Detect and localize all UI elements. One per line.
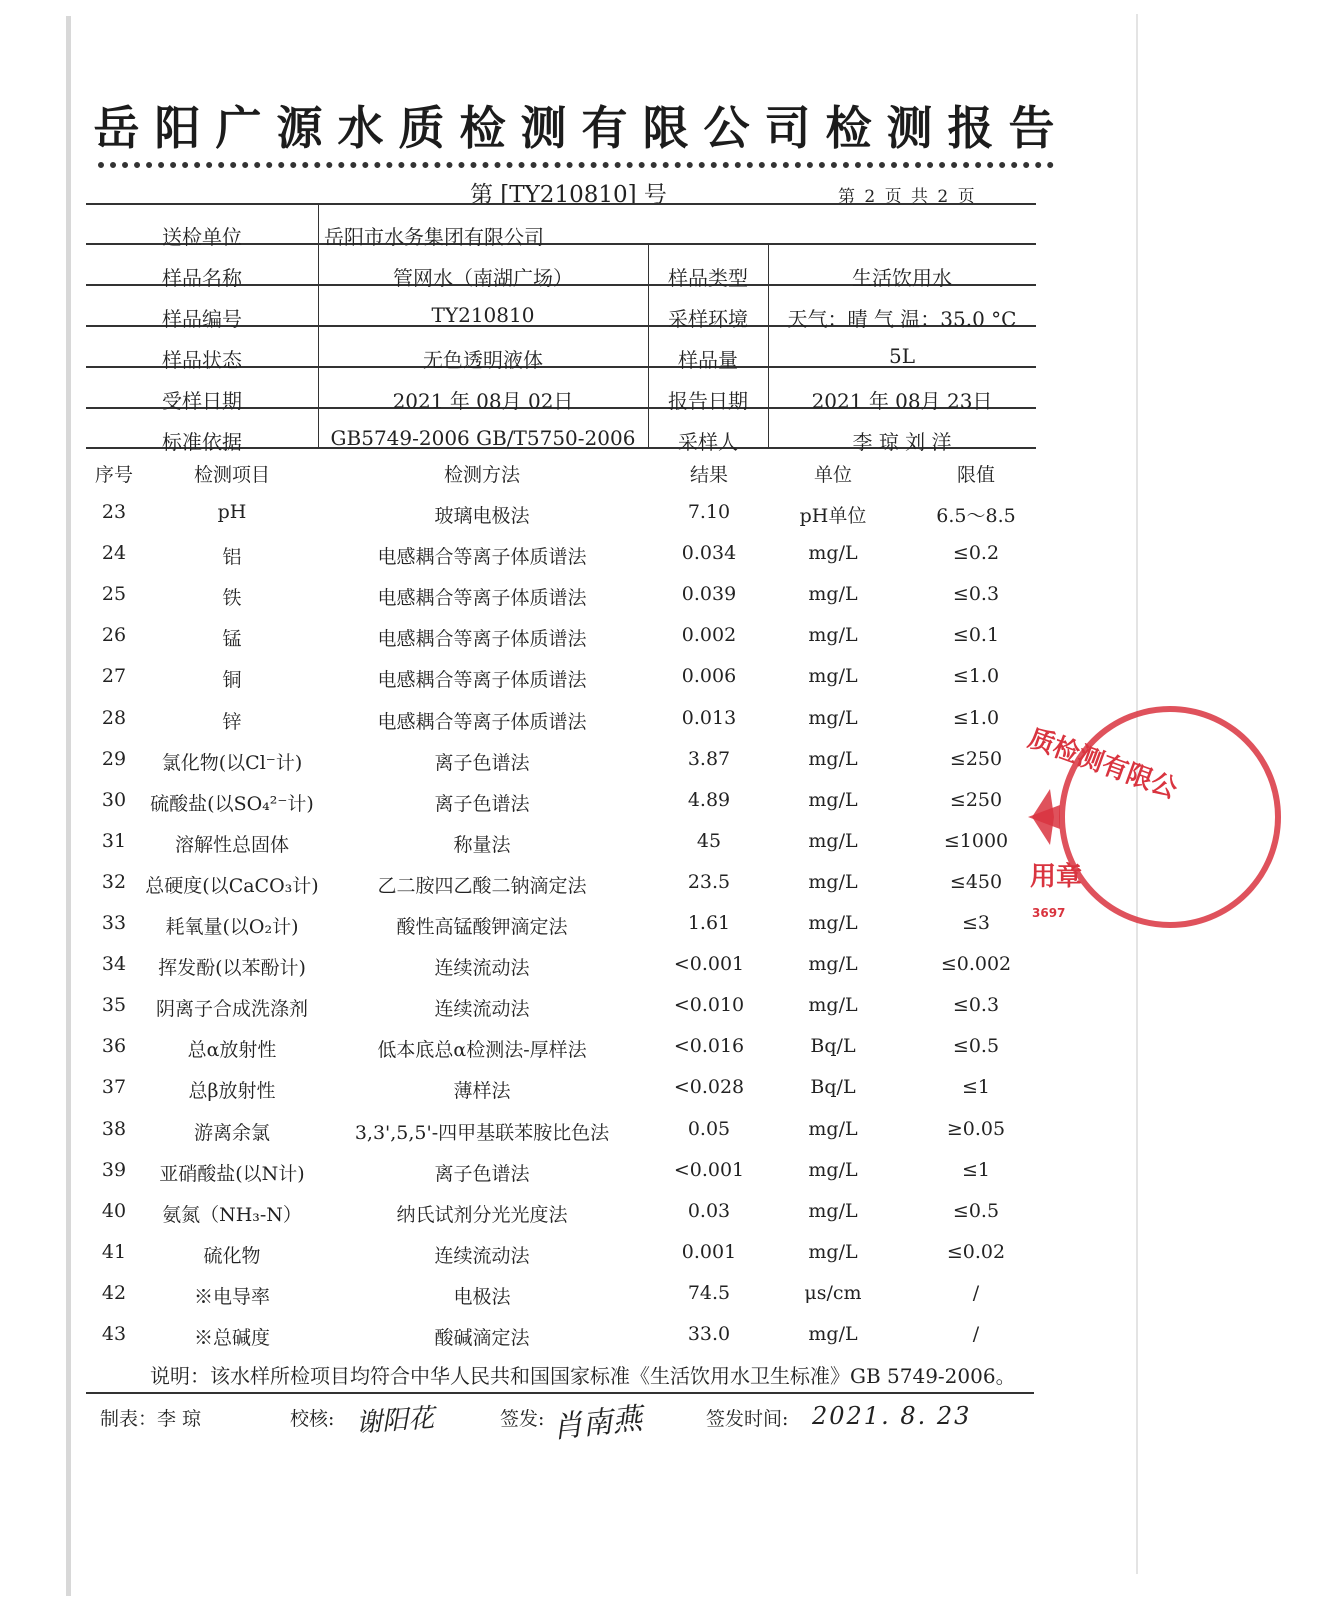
row-number: 24 [101,542,127,565]
table-row [86,994,1066,1035]
row-number: 42 [101,1281,127,1304]
row-method: 低本底总α检测法-厚样法 [377,1039,587,1062]
scan-left-edge [66,16,71,1596]
row-limit: / [972,1281,980,1304]
row-method: 电极法 [453,1285,511,1308]
header-limit: 限值 [956,464,995,486]
row-item: 氯化物(以Cl⁻计) [161,751,303,774]
row-method: 薄样法 [453,1080,511,1103]
sample-env-value: 天气：晴 气 温：35.0 °C [787,307,1017,331]
seal-text-lower: 用章 [1030,862,1083,892]
table-row [86,1282,1066,1323]
row-result: 0.034 [681,542,737,565]
issue-time-label: 签发时间: [706,1408,789,1430]
row-result: 1.61 [687,912,731,934]
row-item: 溶解性总固体 [174,833,289,856]
row-method: 连续流动法 [434,957,530,980]
row-limit: ≤0.02 [946,1240,1006,1263]
table-row [86,707,1066,748]
checked-label: 校核: [290,1408,335,1430]
report-number: 第 [TY210810] 号 [470,182,667,208]
sample-state-value: 无色透明液体 [423,348,543,372]
sample-no-label: 样品编号 [162,307,242,331]
row-method: 电感耦合等离子体质谱法 [377,587,587,610]
table-row [86,542,1066,583]
row-limit: ≤3 [961,912,990,934]
row-method: 电感耦合等离子体质谱法 [377,710,587,733]
row-number: 25 [101,583,127,606]
sample-env-label: 采样环境 [668,307,748,331]
row-number: 33 [101,912,127,934]
row-result: 0.03 [687,1199,731,1222]
row-result: <0.001 [673,1158,745,1181]
row-limit: ≤0.2 [952,542,1000,565]
table-row [86,1323,1066,1364]
row-result: 7.10 [687,501,731,523]
row-unit: mg/L [808,665,858,688]
table-row [86,1076,1066,1117]
table-row [86,501,1066,542]
row-unit: mg/L [808,706,858,729]
row-result: 0.006 [681,665,737,688]
row-item: 耗氧量(以O₂计) [165,916,299,938]
row-unit: mg/L [808,788,858,811]
report-date-value: 2021 年 08月 23日 [811,389,993,413]
issue-time-value: 2021. 8. 23 [812,1402,972,1430]
row-number: 28 [101,706,127,729]
table-row [86,583,1066,624]
row-limit: ≤1.0 [952,706,1000,729]
table-row [86,871,1066,912]
row-unit: mg/L [808,542,858,565]
row-unit: mg/L [808,829,858,852]
row-number: 26 [101,624,127,647]
table-row [86,665,1066,706]
row-result: 23.5 [687,870,731,893]
standard-value: GB5749-2006 GB/T5750-2006 [330,426,636,450]
row-method: 玻璃电极法 [434,505,530,527]
sample-state-label: 样品状态 [162,348,242,372]
row-result: 3.87 [687,747,731,770]
row-item: 硫酸盐(以SO₄²⁻计) [150,792,314,815]
row-limit: ≤0.1 [952,624,1000,647]
sample-name-value: 管网水（南湖广场） [393,266,573,290]
table-row [86,953,1066,994]
row-method: 离子色谱法 [434,751,530,774]
row-limit: ≤1000 [943,829,1009,852]
row-limit: ≤0.5 [952,1199,1000,1222]
row-item: 挥发酚(以苯酚计) [158,957,306,980]
row-number: 30 [101,788,127,811]
table-row [86,1159,1066,1200]
row-item: pH [217,501,247,523]
row-result: 74.5 [687,1281,731,1304]
row-unit: Bq/L [810,1035,856,1058]
header-item: 检测项目 [193,464,270,486]
row-unit: mg/L [808,1323,858,1345]
row-number: 31 [101,829,127,852]
row-result: 4.89 [687,788,731,811]
row-item: 氨氮（NH₃-N） [162,1203,302,1226]
row-unit: mg/L [808,1240,858,1263]
table-row [86,830,1066,871]
row-item: ※总碱度 [193,1327,270,1349]
title-divider [98,162,1054,168]
sampler-label: 采样人 [678,430,738,454]
row-method: 3,3',5,5'-四甲基联苯胺比色法 [354,1121,610,1144]
row-item: 铝 [222,546,242,569]
row-limit: / [972,1323,980,1345]
sample-type-label: 样品类型 [668,266,748,290]
header-no: 序号 [94,464,133,486]
standard-label: 标准依据 [162,430,242,454]
row-limit: ≥0.05 [946,1117,1006,1140]
seal-number: 3697 [1032,906,1066,920]
row-result: 0.002 [681,624,737,647]
row-result: 0.05 [687,1117,731,1140]
official-seal [1020,705,1182,935]
row-method: 酸碱滴定法 [434,1327,530,1349]
row-limit: ≤1.0 [952,665,1000,688]
header-result: 结果 [689,464,728,486]
table-row [86,624,1066,665]
info-line-top [86,203,1036,205]
row-limit: ≤250 [949,747,1003,770]
row-method: 电感耦合等离子体质谱法 [377,669,587,692]
row-limit: ≤0.3 [952,583,1000,606]
row-number: 34 [101,953,127,976]
row-method: 电感耦合等离子体质谱法 [377,628,587,651]
row-unit: mg/L [808,912,858,934]
row-result: <0.028 [673,1076,745,1099]
table-row [86,1118,1066,1159]
row-number: 35 [101,994,127,1017]
row-result: 0.013 [681,706,737,729]
row-number: 37 [101,1076,127,1099]
row-unit: mg/L [808,1199,858,1222]
seal-text-upper: 质检测有限公 [1024,723,1182,805]
row-method: 连续流动法 [434,1244,530,1267]
row-unit: mg/L [808,583,858,606]
row-unit: mg/L [808,747,858,770]
row-method: 酸性高锰酸钾滴定法 [396,916,568,938]
row-result: 0.001 [681,1240,737,1263]
row-number: 23 [101,501,127,523]
row-item: 锰 [222,628,242,651]
report-title: 岳阳广源水质检测有限公司检测报告 [93,101,1070,155]
row-unit: mg/L [808,624,858,647]
client-label: 送检单位 [162,225,242,249]
row-unit: pH单位 [799,505,867,527]
row-limit: ≤1 [961,1076,990,1099]
row-method: 连续流动法 [434,998,530,1021]
client-value: 岳阳市水务集团有限公司 [324,225,544,249]
row-result: 0.039 [681,583,737,606]
row-result: 33.0 [687,1323,731,1345]
sample-no-value: TY210810 [431,303,535,327]
row-number: 40 [101,1199,127,1222]
results-header [86,460,1066,501]
table-row [86,1241,1066,1282]
row-number: 41 [101,1240,127,1263]
row-number: 32 [101,870,127,893]
footer-divider [86,1392,1034,1394]
issued-signature: 肖南燕 [550,1401,644,1446]
row-limit: ≤0.5 [952,1035,1000,1058]
row-result: <0.016 [673,1035,745,1058]
row-unit: mg/L [808,870,858,893]
row-item: 总β放射性 [188,1080,276,1103]
conclusion-note: 说明：该水样所检项目均符合中华人民共和国国家标准《生活饮用水卫生标准》GB 5749-2006。 [150,1364,1016,1388]
row-result: <0.001 [673,953,745,976]
row-item: 总硬度(以CaCO₃计) [145,874,319,897]
report-date-label: 报告日期 [668,389,748,413]
sample-qty-label: 样品量 [678,348,738,372]
row-item: 游离余氯 [193,1121,270,1144]
row-item: 阴离子合成洗涤剂 [155,998,308,1021]
row-item: 铜 [222,669,242,692]
row-method: 离子色谱法 [434,792,530,815]
table-row [86,748,1066,789]
table-row [86,1035,1066,1076]
row-limit: ≤0.002 [940,953,1012,976]
checked-signature: 谢阳花 [355,1403,436,1439]
row-limit: ≤450 [949,870,1003,893]
header-method: 检测方法 [443,464,520,486]
row-number: 39 [101,1158,127,1181]
row-unit: mg/L [808,953,858,976]
row-result: <0.010 [673,994,745,1017]
row-item: 铁 [222,587,242,610]
row-unit: mg/L [808,994,858,1017]
receive-date-label: 受样日期 [162,389,242,413]
row-number: 29 [101,747,127,770]
receive-date-value: 2021 年 08月 02日 [392,389,574,413]
row-limit: ≤1 [961,1158,990,1181]
row-number: 38 [101,1117,127,1140]
row-limit: 6.5～8.5 [936,505,1016,527]
row-unit: mg/L [808,1117,858,1140]
sample-type-value: 生活饮用水 [852,266,952,290]
sampler-value: 李 琼 刘 洋 [852,430,952,454]
row-unit: Bq/L [810,1076,856,1099]
row-number: 36 [101,1035,127,1058]
row-method: 纳氏试剂分光光度法 [396,1203,568,1226]
row-unit: mg/L [808,1158,858,1181]
row-limit: ≤0.3 [952,994,1000,1017]
row-result: 45 [696,829,722,852]
row-method: 称量法 [453,833,511,856]
table-row [86,1200,1066,1241]
sample-name-label: 样品名称 [162,266,242,290]
row-item: 总α放射性 [187,1039,277,1062]
sample-qty-value: 5L [888,344,915,368]
row-unit: μs/cm [804,1281,862,1304]
table-row [86,789,1066,830]
row-item: 锌 [222,710,242,733]
row-item: 亚硝酸盐(以N计) [159,1162,305,1185]
prepared-by: 制表：李 琼 [100,1408,202,1430]
row-method: 乙二胺四乙酸二钠滴定法 [377,874,587,897]
issued-label: 签发: [500,1408,545,1430]
row-limit: ≤250 [949,788,1003,811]
page-info: 第 2 页 共 2 页 [838,187,977,207]
row-method: 电感耦合等离子体质谱法 [377,546,587,569]
table-row [86,912,1066,953]
row-item: 硫化物 [203,1244,261,1267]
row-number: 27 [101,665,127,688]
header-unit: 单位 [813,464,852,486]
row-method: 离子色谱法 [434,1162,530,1185]
row-number: 43 [101,1323,127,1345]
row-item: ※电导率 [193,1285,270,1308]
